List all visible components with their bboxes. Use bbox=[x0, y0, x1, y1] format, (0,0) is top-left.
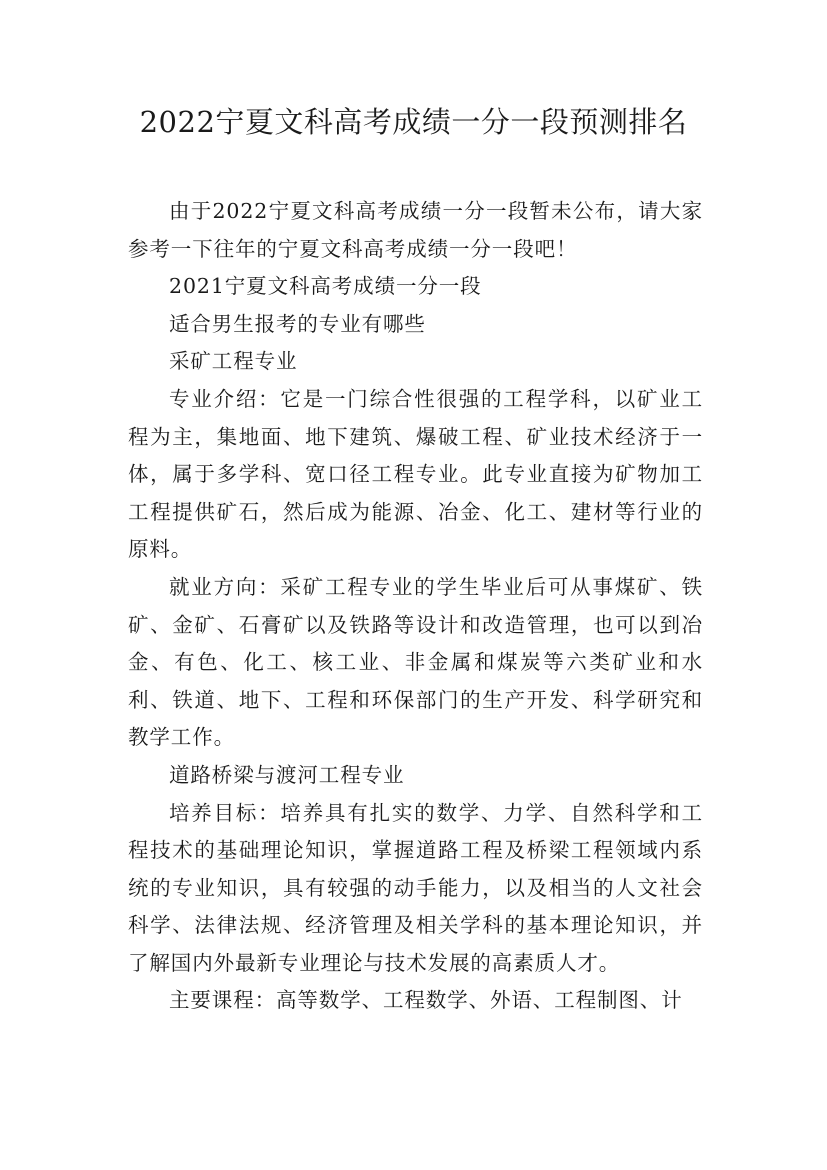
paragraph-bridge-heading: 道路桥梁与渡河工程专业 bbox=[169, 762, 405, 787]
paragraph-mining-intro: 专业介绍：它是一门综合性很强的工程学科，以矿业工程为主，集地面、地下建筑、爆破工程、矿业技术经济于一体，属于多学科、宽口径工程专业。此专业直接为矿物加工工程提供矿石，然后成为能源、冶金、化工、建材等行业的原料。 bbox=[128, 386, 703, 562]
paragraph-intro: 由于2022宁夏文科高考成绩一分一段暂未公布，请大家参考一下往年的宁夏文科高考成绩一分一段吧！ bbox=[128, 199, 703, 261]
document-body bbox=[128, 193, 703, 1020]
paragraph-mining-career: 就业方向：采矿工程专业的学生毕业后可从事煤矿、铁矿、金矿、石膏矿以及铁路等设计和改造管理，也可以到冶金、有色、化工、核工业、非金属和煤炭等六类矿业和水利、铁道、地下、工程和环保部门的生产开发、科学研究和教学工作。 bbox=[128, 574, 703, 750]
document-title: 2022宁夏文科高考成绩一分一段预测排名 bbox=[139, 105, 688, 139]
paragraph-bridge-courses: 主要课程：高等数学、工程数学、外语、工程制图、计 bbox=[169, 988, 683, 1013]
paragraph-2021-heading: 2021宁夏文科高考成绩一分一段 bbox=[169, 274, 482, 299]
paragraph-bridge-goal: 培养目标：培养具有扎实的数学、力学、自然科学和工程技术的基础理论知识，掌握道路工程及桥梁工程领域内系统的专业知识，具有较强的动手能力，以及相当的人文社会科学、法律法规、经济管理及相关学科的基本理论知识，并了解国内外最新专业理论与技术发展的高素质人才。 bbox=[128, 800, 703, 975]
paragraph-male-majors-heading: 适合男生报考的专业有哪些 bbox=[169, 311, 426, 336]
paragraph-mining-heading: 采矿工程专业 bbox=[169, 349, 298, 374]
